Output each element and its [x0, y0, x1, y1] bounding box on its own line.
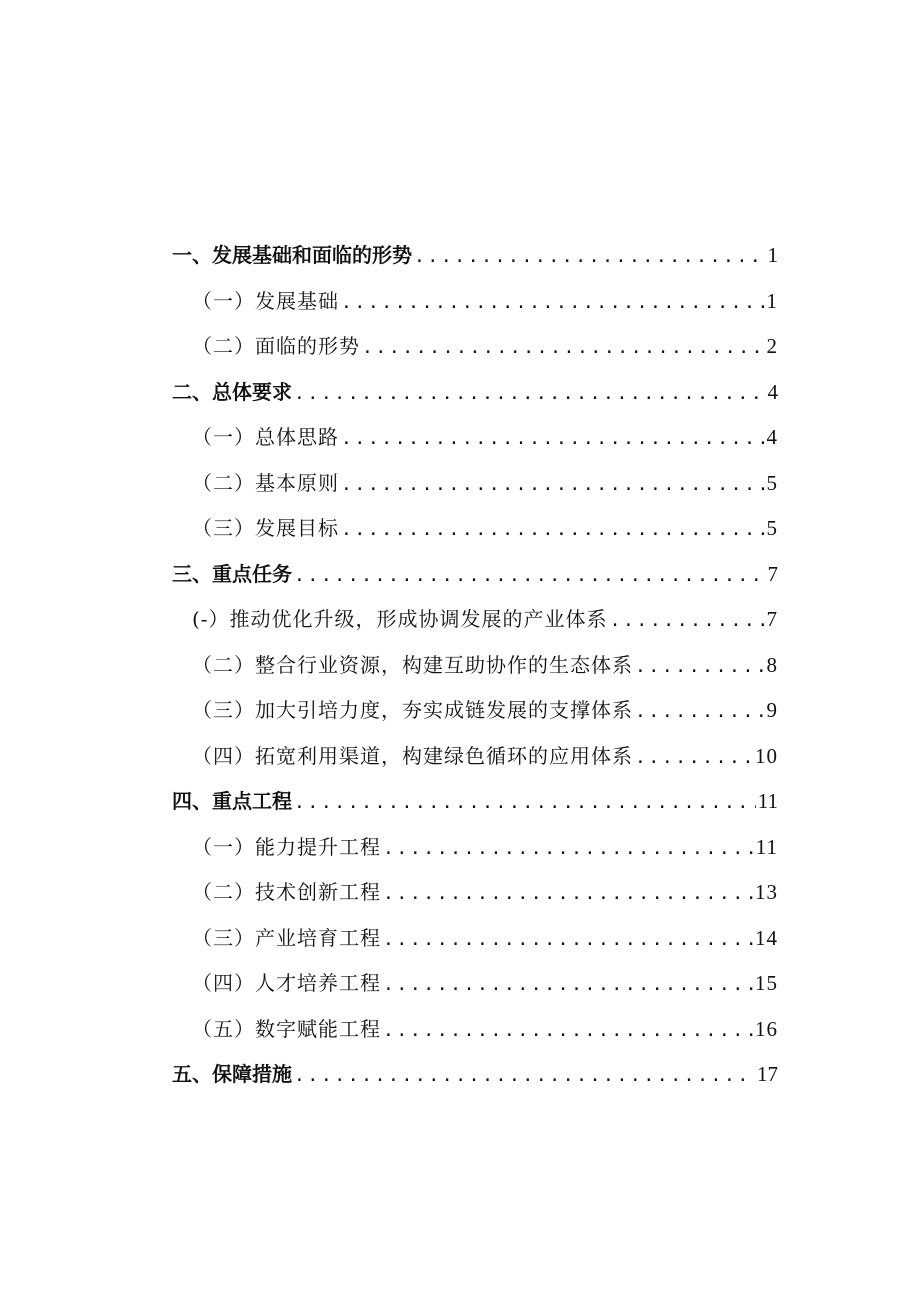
toc-entry[interactable] — [172, 597, 778, 643]
toc-entry[interactable] — [172, 233, 778, 279]
toc-page-number: 9 — [766, 698, 778, 722]
toc-entry-title: （一）发展基础 — [192, 288, 339, 313]
toc-dot-leader — [294, 371, 766, 417]
toc-entry-title: 四、重点工程 — [172, 789, 292, 813]
toc-entry[interactable] — [172, 1007, 778, 1053]
toc-page-number: 2 — [766, 334, 778, 358]
toc-entry[interactable] — [172, 552, 778, 598]
toc-dot-leader — [610, 598, 765, 644]
toc-dot-leader — [294, 553, 766, 599]
toc-entry[interactable] — [172, 415, 778, 461]
toc-page-number: 15 — [755, 971, 778, 995]
toc-entry[interactable] — [172, 1052, 778, 1098]
toc-entry[interactable] — [172, 688, 778, 734]
toc-dot-leader — [383, 917, 753, 963]
toc-entry-title: （三）加大引培力度，夯实成链发展的支撑体系 — [192, 698, 633, 722]
toc-dot-leader — [341, 280, 765, 326]
toc-entry-title: 三、重点任务 — [172, 561, 292, 586]
toc-page-number: 5 — [766, 470, 778, 495]
toc-dot-leader — [294, 780, 756, 826]
toc-dot-leader — [383, 826, 754, 872]
toc-entry-title: （二）基本原则 — [192, 470, 339, 495]
toc-page-number: 17 — [757, 1062, 778, 1086]
toc-entry[interactable] — [172, 461, 778, 507]
toc-entry[interactable] — [172, 279, 778, 325]
toc-entry-title: （一）能力提升工程 — [192, 834, 381, 859]
toc-entry[interactable] — [172, 370, 778, 416]
toc-entry[interactable] — [172, 961, 778, 1007]
toc-dot-leader — [341, 462, 765, 508]
toc-page-number: 7 — [767, 561, 778, 586]
toc-dot-leader — [383, 962, 753, 1008]
toc-entry-title: 五、保障措施 — [172, 1062, 292, 1086]
toc-entry-title: （二）面临的形势 — [192, 334, 360, 358]
toc-page-number: 13 — [755, 880, 778, 904]
toc-entry-title: （四）人才培养工程 — [192, 971, 381, 995]
toc-entry-title: （五）数字赋能工程 — [192, 1016, 381, 1041]
toc-dot-leader — [414, 234, 766, 280]
toc-dot-leader — [383, 871, 753, 917]
toc-dot-leader — [362, 325, 765, 371]
toc-dot-leader — [341, 507, 765, 553]
toc-dot-leader — [635, 735, 753, 781]
toc-dot-leader — [635, 644, 765, 690]
toc-entry-title: （二）技术创新工程 — [192, 880, 381, 904]
toc-entry-title: （一）总体思路 — [192, 425, 339, 449]
toc-page-number: 8 — [766, 652, 778, 677]
toc-dot-leader — [341, 416, 765, 462]
toc-entry-title: （三）发展目标 — [192, 516, 339, 540]
toc-page-number: 11 — [757, 789, 778, 813]
toc-entry-title: （二）整合行业资源，构建互助协作的生态体系 — [192, 652, 633, 677]
toc-entry[interactable] — [172, 916, 778, 962]
toc-page-number: 4 — [767, 379, 778, 404]
toc-entry[interactable] — [172, 506, 778, 552]
toc-page-number: 4 — [766, 425, 778, 449]
toc-entry[interactable] — [172, 643, 778, 689]
toc-entry[interactable] — [172, 324, 778, 370]
toc-entry-title: (-）推动优化升级，形成协调发展的产业体系 — [192, 607, 608, 631]
toc-dot-leader — [383, 1008, 753, 1054]
toc-entry[interactable] — [172, 734, 778, 780]
toc-page-number: 5 — [766, 516, 778, 540]
toc-entry[interactable] — [172, 779, 778, 825]
toc-page-number: 1 — [767, 243, 778, 267]
toc-entry-title: （三）产业培育工程 — [192, 925, 381, 950]
toc-dot-leader — [294, 1053, 755, 1099]
toc-entry-title: 一、发展基础和面临的形势 — [172, 243, 412, 267]
table-of-contents — [172, 233, 778, 1098]
toc-entry-title: 二、总体要求 — [172, 379, 292, 404]
toc-entry[interactable] — [172, 825, 778, 871]
toc-page-number: 11 — [755, 834, 778, 859]
toc-page-number: 16 — [755, 1016, 778, 1041]
toc-dot-leader — [635, 689, 765, 735]
toc-page-number: 1 — [766, 288, 778, 313]
toc-page-number: 10 — [755, 743, 778, 768]
toc-page-number: 14 — [755, 925, 778, 950]
toc-entry[interactable] — [172, 870, 778, 916]
toc-page-number: 7 — [766, 607, 778, 631]
toc-entry-title: （四）拓宽利用渠道，构建绿色循环的应用体系 — [192, 743, 633, 768]
